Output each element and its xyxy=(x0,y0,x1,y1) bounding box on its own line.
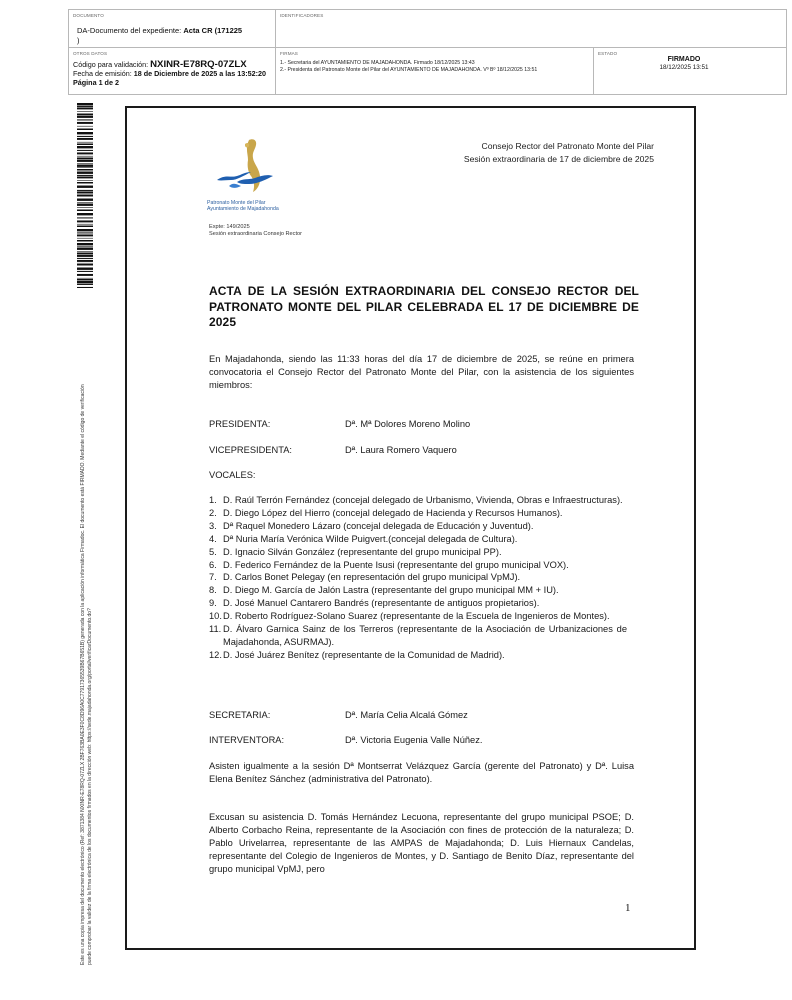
vocal-item xyxy=(209,559,627,572)
consejo-line-1: Consejo Rector del Patronato Monte del Pilar xyxy=(481,141,654,151)
documento-tail: ) xyxy=(77,36,80,45)
vocal-item xyxy=(209,649,627,662)
barcode-bar xyxy=(77,152,93,154)
verification-vertical-text xyxy=(80,275,94,965)
barcode-bar xyxy=(77,138,93,140)
barcode-bar xyxy=(77,160,93,162)
barcode-bar xyxy=(77,107,93,109)
barcode-bar xyxy=(77,255,93,257)
barcode-bar xyxy=(77,229,93,231)
vocal-number: 5. xyxy=(209,546,217,557)
barcode-bar xyxy=(77,158,93,160)
barcode-bar xyxy=(77,175,93,176)
barcode-bar xyxy=(77,210,93,212)
barcode-bar xyxy=(77,232,93,233)
barcode-bar xyxy=(77,186,93,188)
barcode-bar xyxy=(77,169,93,171)
verification-text-line-1: Este es una copia impresa del documento electrónico (Ref: 3871384 NXINR-E78RQ-07ZLX 2BF763BA0E3F0C8D96A0C77917365539B67B651B) generada con la aplicación informática Firmadoc. El documento está FIRMADO. Mediante el código de verificación xyxy=(80,384,86,965)
barcode-bar xyxy=(77,264,93,266)
vocal-number: 4. xyxy=(209,533,217,544)
barcode-bar xyxy=(77,207,93,208)
vocal-text: D. José Manuel Cantarero Bandrés (representante de antiguos propietarios). xyxy=(223,598,540,609)
vocal-number: 3. xyxy=(209,520,217,531)
page-number: 1 xyxy=(625,902,631,914)
vocales-list xyxy=(209,494,627,662)
vocal-number: 7. xyxy=(209,572,217,583)
vocal-number: 11. xyxy=(209,624,222,635)
secretaria-value: Dª. María Celia Alcalá Gómez xyxy=(345,710,468,720)
barcode-bar xyxy=(77,217,93,218)
barcode-bar xyxy=(77,258,93,259)
otros-datos-cell xyxy=(69,48,276,94)
vocal-text: D. Federico Fernández de la Puente Isusi (representante del grupo municipal VOX). xyxy=(223,559,569,570)
consejo-heading xyxy=(464,140,654,165)
barcode-bar xyxy=(77,246,93,247)
barcode-bar xyxy=(77,226,93,228)
verification-text-line-2: puede comprobar la validez de la firma electrónica de los documentos firmados en la dirección web: https://sede.majadahonda.org/portal/verificarDocumento.do? xyxy=(87,608,94,965)
barcode-bar xyxy=(77,119,93,120)
barcode-bar xyxy=(77,190,93,191)
barcode-bar xyxy=(77,213,93,215)
vicepresidenta-label: VICEPRESIDENTA: xyxy=(209,445,292,455)
vocal-number: 10. xyxy=(209,611,222,622)
barcode-bar xyxy=(77,116,93,118)
barcode-bar xyxy=(77,253,93,255)
firma-2: 2.- Presidenta del Patronato Monte del Pilar del AYUNTAMIENTO DE MAJADAHONDA. Vº Bº 18/12/2025 13:51 xyxy=(280,67,538,74)
barcode-bar xyxy=(77,191,93,193)
barcode-bar xyxy=(77,142,93,143)
vocales-label: VOCALES: xyxy=(209,470,256,480)
barcode-bar xyxy=(77,263,93,264)
vocal-item xyxy=(209,571,627,584)
vocal-number: 1. xyxy=(209,495,217,505)
barcode-bar xyxy=(77,204,93,206)
vocal-item xyxy=(209,494,627,507)
barcode-bar xyxy=(77,238,93,239)
identificadores-label: IDENTIFICADORES xyxy=(280,13,324,18)
barcode-bar xyxy=(77,194,93,195)
vocal-item xyxy=(209,507,627,520)
expte-line-1: Expte: 149/2025 xyxy=(209,224,250,230)
logo-line-1: Patronato Monte del Pilar xyxy=(207,200,266,206)
barcode-bar xyxy=(77,136,93,137)
barcode-bar xyxy=(77,180,93,181)
documento-label: DOCUMENTO xyxy=(73,13,104,18)
estado-value: FIRMADO xyxy=(667,56,701,63)
estado-box xyxy=(606,56,762,71)
firmas-label: FIRMAS xyxy=(280,51,298,56)
barcode-bar xyxy=(77,268,93,270)
barcode-bar xyxy=(77,251,93,252)
vocal-text: D. Roberto Rodríguez-Solano Suarez (representante de la Escuela de Ingenieros de Montes). xyxy=(223,611,610,622)
barcode-bar xyxy=(77,248,93,250)
barcode-bar xyxy=(77,243,93,245)
barcode-bar xyxy=(77,150,93,151)
barcode-bar xyxy=(77,129,93,131)
barcode-bar xyxy=(77,199,93,201)
acta-title: ACTA DE LA SESIÓN EXTRAORDINARIA DEL CONSEJO RECTOR DEL PATRONATO MONTE DEL PILAR CELEBRADA EL 17 DE DICIEMBRE DE 2025 xyxy=(209,284,639,329)
vocal-item xyxy=(209,597,627,610)
barcode-bar xyxy=(77,224,93,225)
barcode-bar xyxy=(77,176,93,178)
consejo-line-2: Sesión extraordinaria de 17 de diciembre de 2025 xyxy=(463,153,654,164)
vocal-text: Dª Raquel Monedero Lázaro (concejal delegada de Educación y Juventud). xyxy=(223,520,534,531)
vocal-text: D. Carlos Bonet Pelegay (en representación del grupo municipal VpMJ). xyxy=(223,572,521,583)
barcode-bar xyxy=(77,114,93,116)
firmas-cell xyxy=(276,48,594,94)
vocal-item xyxy=(209,546,627,559)
barcode-bar xyxy=(77,182,93,184)
vocal-text: D. Diego López del Hierro (concejal delegado de Hacienda y Recursos Humanos). xyxy=(223,507,563,518)
barcode-bar xyxy=(77,271,93,272)
codigo-value[interactable]: NXINR-E78RQ-07ZLX xyxy=(150,59,247,70)
vocal-number: 6. xyxy=(209,559,217,570)
estado-cell xyxy=(594,48,786,94)
fecha-emision xyxy=(73,69,271,78)
logo-caption xyxy=(207,200,307,212)
vocal-text: D. Raúl Terrón Fernández (concejal delegado de Urbanismo, Vivienda, Obras e Infraestructuras). xyxy=(223,495,623,505)
barcode-bar xyxy=(77,156,93,157)
barcode-bar xyxy=(77,202,93,203)
barcode-bar xyxy=(77,165,93,167)
expte-line-2: Sesión extraordinaria Consejo Rector xyxy=(209,231,302,238)
barcode-bar xyxy=(77,260,93,262)
vocal-number: 12. xyxy=(209,649,222,660)
estado-date: 18/12/2025 13:51 xyxy=(659,64,709,71)
presidenta-value: Dª. Mª Dolores Moreno Molino xyxy=(345,419,471,429)
barcode-bar xyxy=(77,126,93,127)
vocal-number: 8. xyxy=(209,585,217,596)
vocal-text: D. Álvaro Garnica Sainz de los Terreros (representante de la Asociación de Urbanizaciones de Majadahonda, ASURMAJ). xyxy=(223,624,627,647)
documento-prefix: DA-Documento del expediente: xyxy=(77,26,184,35)
otros-datos-label: OTROS DATOS xyxy=(73,51,108,56)
intro-paragraph: En Majadahonda, siendo las 11:33 horas del día 17 de diciembre de 2025, se reúne en primera convocatoria el Consejo Rector del Patronato Monte del Pilar, con la asistencia de los siguientes miembros: xyxy=(209,354,634,390)
verification-barcode xyxy=(77,103,93,288)
asisten-paragraph: Asisten igualmente a la sesión Dª Montserrat Velázquez García (gerente del Patronato) y Dª. Luisa Elena Benítez Sánchez (administrativa del Patronato). xyxy=(209,761,634,784)
documento-value xyxy=(77,26,257,46)
vocal-number: 2. xyxy=(209,507,217,518)
codigo-prefix: Código para validación: xyxy=(73,60,151,69)
codigo-validacion xyxy=(73,60,271,69)
identificadores-cell xyxy=(276,10,786,48)
vocal-item xyxy=(209,610,627,623)
secretaria-label: SECRETARIA: xyxy=(209,710,271,720)
document-header-table xyxy=(68,9,787,95)
presidenta-label: PRESIDENTA: xyxy=(209,419,271,429)
interventora-label: INTERVENTORA: xyxy=(209,735,285,745)
vocal-text: D. Ignacio Silván González (representante del grupo municipal PP). xyxy=(223,546,502,557)
barcode-bar xyxy=(77,144,93,146)
barcode-bar xyxy=(77,163,93,164)
firma-1: 1.- Secretaria del AYUNTAMIENTO DE MAJADAHONDA. Firmado 18/12/2025 13:43 xyxy=(280,60,475,66)
barcode-bar xyxy=(77,220,93,222)
expediente-info xyxy=(209,224,302,239)
vocal-number: 9. xyxy=(209,598,217,609)
pagina-info: Página 1 de 2 xyxy=(73,78,119,87)
vocal-text: Dª Nuria María Verónica Wilde Puigvert.(concejal delegada de Cultura). xyxy=(223,533,518,544)
barcode-bar xyxy=(77,234,93,236)
barcode-bar xyxy=(77,172,93,174)
fecha-value: 18 de Diciembre de 2025 a las 13:52:20 xyxy=(133,69,266,78)
logo-line-2: Ayuntamiento de Majadahonda xyxy=(207,206,279,213)
documento-cell xyxy=(69,10,276,48)
vocal-item xyxy=(209,533,627,546)
vocal-item xyxy=(209,623,627,649)
vocal-text: D. Diego M. García de Jalón Lastra (representante del grupo municipal MM + IU). xyxy=(223,585,559,596)
barcode-bar xyxy=(77,167,93,168)
documento-bold: Acta CR (171225 xyxy=(183,26,243,35)
interventora-value: Dª. Victoria Eugenia Valle Núñez. xyxy=(345,735,483,745)
vicepresidenta-value: Dª. Laura Romero Vaquero xyxy=(345,445,457,455)
barcode-bar xyxy=(77,240,93,242)
barcode-bar xyxy=(77,111,93,112)
fecha-prefix: Fecha de emisión: xyxy=(73,69,134,78)
barcode-bar xyxy=(77,195,93,197)
vocal-text: D. José Juárez Benítez (representante de la Comunidad de Madrid). xyxy=(223,649,505,660)
estado-label: ESTADO xyxy=(598,51,618,56)
barcode-bar xyxy=(77,106,93,107)
barcode-bar xyxy=(77,132,93,134)
document-page xyxy=(125,106,696,950)
excusan-paragraph: Excusan su asistencia D. Tomás Hernández Lecuona, representante del grupo municipal PSOE; D. Alberto Corbacho Reina, representante de la Asociación con fines de protección de la naturaleza; D. Pablo Urivelarrea, representante de las AMPAS de Majadahonda; D. Luis Hiernaux Candelas, representante del Colegio de Ingenieros de Montes, y D. Santiago de Benito Díaz, representante del grupo municipal VpMJ, pero xyxy=(209,812,634,874)
barcode-bar xyxy=(77,122,93,124)
vocal-item xyxy=(209,584,627,597)
vocal-item xyxy=(209,520,627,533)
barcode-bar xyxy=(77,103,93,105)
barcode-bar xyxy=(77,146,93,148)
